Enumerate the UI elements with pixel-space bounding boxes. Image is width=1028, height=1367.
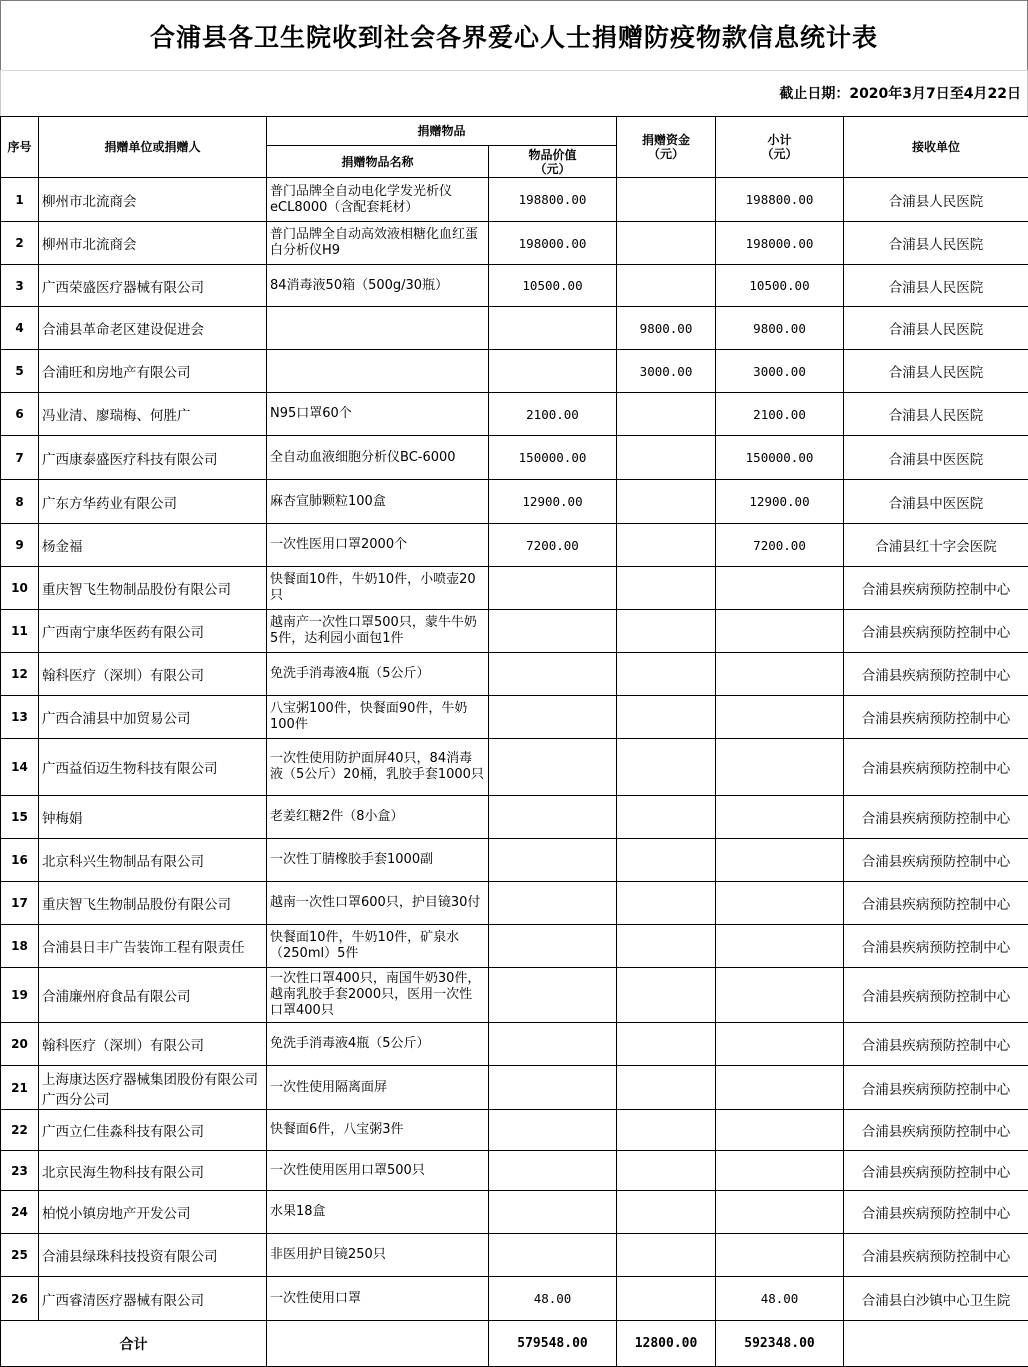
receiver-cell: 合浦县疾病预防控制中心 xyxy=(844,1023,1028,1066)
item-value-cell: 48.00 xyxy=(489,1277,617,1321)
row-number: 7 xyxy=(1,436,39,480)
donor-cell: 翰科医疗（深圳）有限公司 xyxy=(39,1023,267,1066)
header-subtotal: 小计 （元） xyxy=(716,117,844,178)
receiver-cell: 合浦县疾病预防控制中心 xyxy=(844,839,1028,882)
item-name-cell: 老姜红糖2件（8小盒） xyxy=(267,796,489,839)
funds-cell xyxy=(617,653,716,696)
donor-cell: 钟梅娟 xyxy=(39,796,267,839)
subtotal-cell xyxy=(716,968,844,1023)
item-name-cell: 一次性使用医用口罩500只 xyxy=(267,1151,489,1191)
item-name-cell: 免洗手消毒液4瓶（5公斤） xyxy=(267,653,489,696)
subtotal-cell: 10500.00 xyxy=(716,265,844,307)
donor-cell: 合浦旺和房地产有限公司 xyxy=(39,350,267,393)
donor-cell: 重庆智飞生物制品股份有限公司 xyxy=(39,882,267,925)
receiver-cell: 合浦县人民医院 xyxy=(844,393,1028,436)
funds-cell xyxy=(617,882,716,925)
subtotal-cell xyxy=(716,1110,844,1151)
subtotal-cell: 150000.00 xyxy=(716,436,844,480)
subtotal-cell xyxy=(716,653,844,696)
receiver-cell: 合浦县疾病预防控制中心 xyxy=(844,1066,1028,1110)
funds-cell xyxy=(617,480,716,524)
receiver-cell: 合浦县疾病预防控制中心 xyxy=(844,796,1028,839)
row-number: 9 xyxy=(1,524,39,567)
table-row xyxy=(1,1191,1028,1234)
table-row xyxy=(1,610,1028,653)
funds-cell xyxy=(617,925,716,968)
item-value-cell xyxy=(489,739,617,796)
row-number: 23 xyxy=(1,1151,39,1191)
row-number: 18 xyxy=(1,925,39,968)
donor-cell: 广西立仁佳淼科技有限公司 xyxy=(39,1110,267,1151)
funds-cell xyxy=(617,265,716,307)
subtotal-cell: 12900.00 xyxy=(716,480,844,524)
donor-cell: 合浦县革命老区建设促进会 xyxy=(39,307,267,350)
funds-cell: 3000.00 xyxy=(617,350,716,393)
item-value-cell: 2100.00 xyxy=(489,393,617,436)
item-value-cell: 7200.00 xyxy=(489,524,617,567)
subtotal-cell xyxy=(716,1023,844,1066)
table-row xyxy=(1,882,1028,925)
funds-cell xyxy=(617,178,716,222)
donor-cell: 广东方华药业有限公司 xyxy=(39,480,267,524)
funds-cell xyxy=(617,222,716,265)
subtotal-cell: 9800.00 xyxy=(716,307,844,350)
funds-cell xyxy=(617,393,716,436)
item-value-cell xyxy=(489,839,617,882)
table-row xyxy=(1,567,1028,610)
table-row xyxy=(1,1277,1028,1321)
subtotal-cell: 198800.00 xyxy=(716,178,844,222)
header-goods: 捐赠物品 xyxy=(267,117,617,146)
total-item-cell xyxy=(267,1321,489,1367)
receiver-cell: 合浦县疾病预防控制中心 xyxy=(844,653,1028,696)
table-row xyxy=(1,265,1028,307)
row-number: 24 xyxy=(1,1191,39,1234)
item-value-cell xyxy=(489,653,617,696)
subtotal-cell: 3000.00 xyxy=(716,350,844,393)
row-number: 8 xyxy=(1,480,39,524)
funds-cell xyxy=(617,796,716,839)
item-value-cell: 10500.00 xyxy=(489,265,617,307)
row-number: 10 xyxy=(1,567,39,610)
row-number: 17 xyxy=(1,882,39,925)
row-number: 16 xyxy=(1,839,39,882)
item-name-cell xyxy=(267,350,489,393)
header-donor: 捐赠单位或捐赠人 xyxy=(39,117,267,178)
item-value-cell xyxy=(489,796,617,839)
item-name-cell: 一次性使用口罩 xyxy=(267,1277,489,1321)
table-row xyxy=(1,839,1028,882)
item-name-cell: 快餐面10件，牛奶10件，矿泉水（250ml）5件 xyxy=(267,925,489,968)
item-name-cell: 免洗手消毒液4瓶（5公斤） xyxy=(267,1023,489,1066)
item-value-cell xyxy=(489,925,617,968)
subtotal-cell xyxy=(716,1234,844,1277)
total-subtotal: 592348.00 xyxy=(716,1321,844,1367)
header-goods-value: 物品价值 （元） xyxy=(489,146,617,178)
funds-cell: 9800.00 xyxy=(617,307,716,350)
row-number: 3 xyxy=(1,265,39,307)
total-funds: 12800.00 xyxy=(617,1321,716,1367)
subtotal-cell xyxy=(716,796,844,839)
donor-cell: 重庆智飞生物制品股份有限公司 xyxy=(39,567,267,610)
header-funds: 捐赠资金 （元） xyxy=(617,117,716,178)
receiver-cell: 合浦县红十字会医院 xyxy=(844,524,1028,567)
subtotal-cell: 2100.00 xyxy=(716,393,844,436)
receiver-cell: 合浦县人民医院 xyxy=(844,350,1028,393)
receiver-cell: 合浦县白沙镇中心卫生院 xyxy=(844,1277,1028,1321)
funds-cell xyxy=(617,1151,716,1191)
table-row xyxy=(1,739,1028,796)
donor-cell: 杨金福 xyxy=(39,524,267,567)
donor-cell: 柳州市北流商会 xyxy=(39,222,267,265)
table-row xyxy=(1,524,1028,567)
table-row xyxy=(1,968,1028,1023)
donor-cell: 合浦县绿珠科技投资有限公司 xyxy=(39,1234,267,1277)
funds-cell xyxy=(617,696,716,739)
table-row xyxy=(1,1234,1028,1277)
funds-cell xyxy=(617,524,716,567)
subtotal-cell xyxy=(716,567,844,610)
item-value-cell xyxy=(489,1151,617,1191)
funds-cell xyxy=(617,1023,716,1066)
table-row xyxy=(1,1110,1028,1151)
row-number: 21 xyxy=(1,1066,39,1110)
subtotal-cell xyxy=(716,925,844,968)
donor-cell: 广西康泰盛医疗科技有限公司 xyxy=(39,436,267,480)
donor-cell: 广西合浦县中加贸易公司 xyxy=(39,696,267,739)
table-row xyxy=(1,480,1028,524)
item-value-cell xyxy=(489,696,617,739)
receiver-cell: 合浦县人民医院 xyxy=(844,222,1028,265)
funds-cell xyxy=(617,436,716,480)
donation-table xyxy=(0,116,1028,1367)
total-value: 579548.00 xyxy=(489,1321,617,1367)
item-name-cell: 一次性医用口罩2000个 xyxy=(267,524,489,567)
donor-cell: 上海康达医疗器械集团股份有限公司广西分公司 xyxy=(39,1066,267,1110)
receiver-cell: 合浦县疾病预防控制中心 xyxy=(844,1110,1028,1151)
item-name-cell: 全自动血液细胞分析仪BC-6000 xyxy=(267,436,489,480)
table-row xyxy=(1,653,1028,696)
receiver-cell: 合浦县疾病预防控制中心 xyxy=(844,610,1028,653)
receiver-cell: 合浦县疾病预防控制中心 xyxy=(844,882,1028,925)
subtotal-cell xyxy=(716,1066,844,1110)
item-value-cell xyxy=(489,882,617,925)
item-value-cell xyxy=(489,610,617,653)
receiver-cell: 合浦县人民医院 xyxy=(844,265,1028,307)
table-row xyxy=(1,696,1028,739)
donor-cell: 北京民海生物科技有限公司 xyxy=(39,1151,267,1191)
receiver-cell: 合浦县疾病预防控制中心 xyxy=(844,1191,1028,1234)
subtotal-cell xyxy=(716,610,844,653)
subtotal-cell xyxy=(716,1151,844,1191)
item-value-cell xyxy=(489,1023,617,1066)
subtotal-cell: 48.00 xyxy=(716,1277,844,1321)
item-name-cell: 一次性使用隔离面屏 xyxy=(267,1066,489,1110)
row-number: 20 xyxy=(1,1023,39,1066)
subtotal-cell: 198000.00 xyxy=(716,222,844,265)
donor-cell: 合浦廉州府食品有限公司 xyxy=(39,968,267,1023)
item-value-cell: 198800.00 xyxy=(489,178,617,222)
funds-cell xyxy=(617,610,716,653)
item-value-cell xyxy=(489,307,617,350)
header-no: 序号 xyxy=(1,117,39,178)
row-number: 5 xyxy=(1,350,39,393)
row-number: 19 xyxy=(1,968,39,1023)
subtotal-cell xyxy=(716,739,844,796)
row-number: 25 xyxy=(1,1234,39,1277)
row-number: 14 xyxy=(1,739,39,796)
receiver-cell: 合浦县疾病预防控制中心 xyxy=(844,696,1028,739)
item-name-cell: 一次性口罩400只，南国牛奶30件，越南乳胶手套2000只，医用一次性口罩400只 xyxy=(267,968,489,1023)
item-value-cell xyxy=(489,350,617,393)
table-row xyxy=(1,307,1028,350)
subtotal-cell xyxy=(716,1191,844,1234)
table-row xyxy=(1,796,1028,839)
receiver-cell: 合浦县人民医院 xyxy=(844,307,1028,350)
row-number: 26 xyxy=(1,1277,39,1321)
subtotal-cell: 7200.00 xyxy=(716,524,844,567)
date-range-row xyxy=(0,70,1028,116)
item-name-cell: 84消毒液50箱（500g/30瓶） xyxy=(267,265,489,307)
item-name-cell: 越南产一次性口罩500只，蒙牛牛奶5件，达利园小面包1件 xyxy=(267,610,489,653)
item-value-cell xyxy=(489,567,617,610)
receiver-cell: 合浦县人民医院 xyxy=(844,178,1028,222)
donor-cell: 柏悦小镇房地产开发公司 xyxy=(39,1191,267,1234)
item-value-cell: 150000.00 xyxy=(489,436,617,480)
funds-cell xyxy=(617,739,716,796)
row-number: 11 xyxy=(1,610,39,653)
item-name-cell: 一次性丁腈橡胶手套1000副 xyxy=(267,839,489,882)
funds-cell xyxy=(617,839,716,882)
item-name-cell: 水果18盒 xyxy=(267,1191,489,1234)
receiver-cell: 合浦县疾病预防控制中心 xyxy=(844,968,1028,1023)
subtotal-cell xyxy=(716,839,844,882)
row-number: 1 xyxy=(1,178,39,222)
total-row xyxy=(1,1321,1028,1367)
receiver-cell: 合浦县疾病预防控制中心 xyxy=(844,925,1028,968)
item-name-cell: N95口罩60个 xyxy=(267,393,489,436)
table-body xyxy=(1,178,1028,1367)
receiver-cell: 合浦县疾病预防控制中心 xyxy=(844,1151,1028,1191)
funds-cell xyxy=(617,1234,716,1277)
item-name-cell: 八宝粥100件，快餐面90件，牛奶100件 xyxy=(267,696,489,739)
item-value-cell xyxy=(489,1110,617,1151)
item-value-cell xyxy=(489,1234,617,1277)
row-number: 13 xyxy=(1,696,39,739)
table-row xyxy=(1,436,1028,480)
receiver-cell: 合浦县疾病预防控制中心 xyxy=(844,567,1028,610)
subtotal-cell xyxy=(716,696,844,739)
header-receiver: 接收单位 xyxy=(844,117,1028,178)
item-name-cell: 快餐面10件，牛奶10件，小喷壶20只 xyxy=(267,567,489,610)
page-title: 合浦县各卫生院收到社会各界爱心人士捐赠防疫物款信息统计表 xyxy=(0,0,1028,70)
receiver-cell: 合浦县中医医院 xyxy=(844,480,1028,524)
subtotal-cell xyxy=(716,882,844,925)
total-receiver xyxy=(844,1321,1028,1367)
item-name-cell: 非医用护目镜250只 xyxy=(267,1234,489,1277)
item-name-cell xyxy=(267,307,489,350)
row-number: 4 xyxy=(1,307,39,350)
donor-cell: 广西益佰迈生物科技有限公司 xyxy=(39,739,267,796)
item-name-cell: 普门品牌全自动电化学发光析仪eCL8000（含配套耗材） xyxy=(267,178,489,222)
item-name-cell: 普门品牌全自动高效液相糖化血红蛋白分析仪H9 xyxy=(267,222,489,265)
table-row xyxy=(1,925,1028,968)
donor-cell: 翰科医疗（深圳）有限公司 xyxy=(39,653,267,696)
item-value-cell: 12900.00 xyxy=(489,480,617,524)
item-name-cell: 麻杏宣肺颗粒100盒 xyxy=(267,480,489,524)
donor-cell: 合浦县日丰广告装饰工程有限责任 xyxy=(39,925,267,968)
item-value-cell xyxy=(489,968,617,1023)
date-range-label: 截止日期：2020年3月7日至4月22日 xyxy=(779,83,1021,103)
donor-cell: 广西荣盛医疗器械有限公司 xyxy=(39,265,267,307)
receiver-cell: 合浦县疾病预防控制中心 xyxy=(844,1234,1028,1277)
receiver-cell: 合浦县中医医院 xyxy=(844,436,1028,480)
donor-cell: 北京科兴生物制品有限公司 xyxy=(39,839,267,882)
funds-cell xyxy=(617,968,716,1023)
funds-cell xyxy=(617,1066,716,1110)
item-name-cell: 一次性使用防护面屏40只，84消毒液（5公斤）20桶，乳胶手套1000只 xyxy=(267,739,489,796)
table-row xyxy=(1,1023,1028,1066)
receiver-cell: 合浦县疾病预防控制中心 xyxy=(844,739,1028,796)
item-name-cell: 越南一次性口罩600只，护目镜30付 xyxy=(267,882,489,925)
row-number: 6 xyxy=(1,393,39,436)
funds-cell xyxy=(617,1191,716,1234)
donor-cell: 广西南宁康华医药有限公司 xyxy=(39,610,267,653)
funds-cell xyxy=(617,1110,716,1151)
table-row xyxy=(1,1151,1028,1191)
item-value-cell xyxy=(489,1191,617,1234)
row-number: 2 xyxy=(1,222,39,265)
item-value-cell xyxy=(489,1066,617,1110)
table-row xyxy=(1,178,1028,222)
funds-cell xyxy=(617,567,716,610)
table-row xyxy=(1,393,1028,436)
header-goods-name: 捐赠物品名称 xyxy=(267,146,489,178)
donor-cell: 广西睿清医疗器械有限公司 xyxy=(39,1277,267,1321)
total-label: 合计 xyxy=(1,1321,267,1367)
row-number: 22 xyxy=(1,1110,39,1151)
row-number: 15 xyxy=(1,796,39,839)
item-value-cell: 198000.00 xyxy=(489,222,617,265)
funds-cell xyxy=(617,1277,716,1321)
donor-cell: 冯业清、廖瑞梅、何胜广 xyxy=(39,393,267,436)
table-row xyxy=(1,222,1028,265)
donor-cell: 柳州市北流商会 xyxy=(39,178,267,222)
item-name-cell: 快餐面6件，八宝粥3件 xyxy=(267,1110,489,1151)
table-row xyxy=(1,1066,1028,1110)
table-row xyxy=(1,350,1028,393)
row-number: 12 xyxy=(1,653,39,696)
